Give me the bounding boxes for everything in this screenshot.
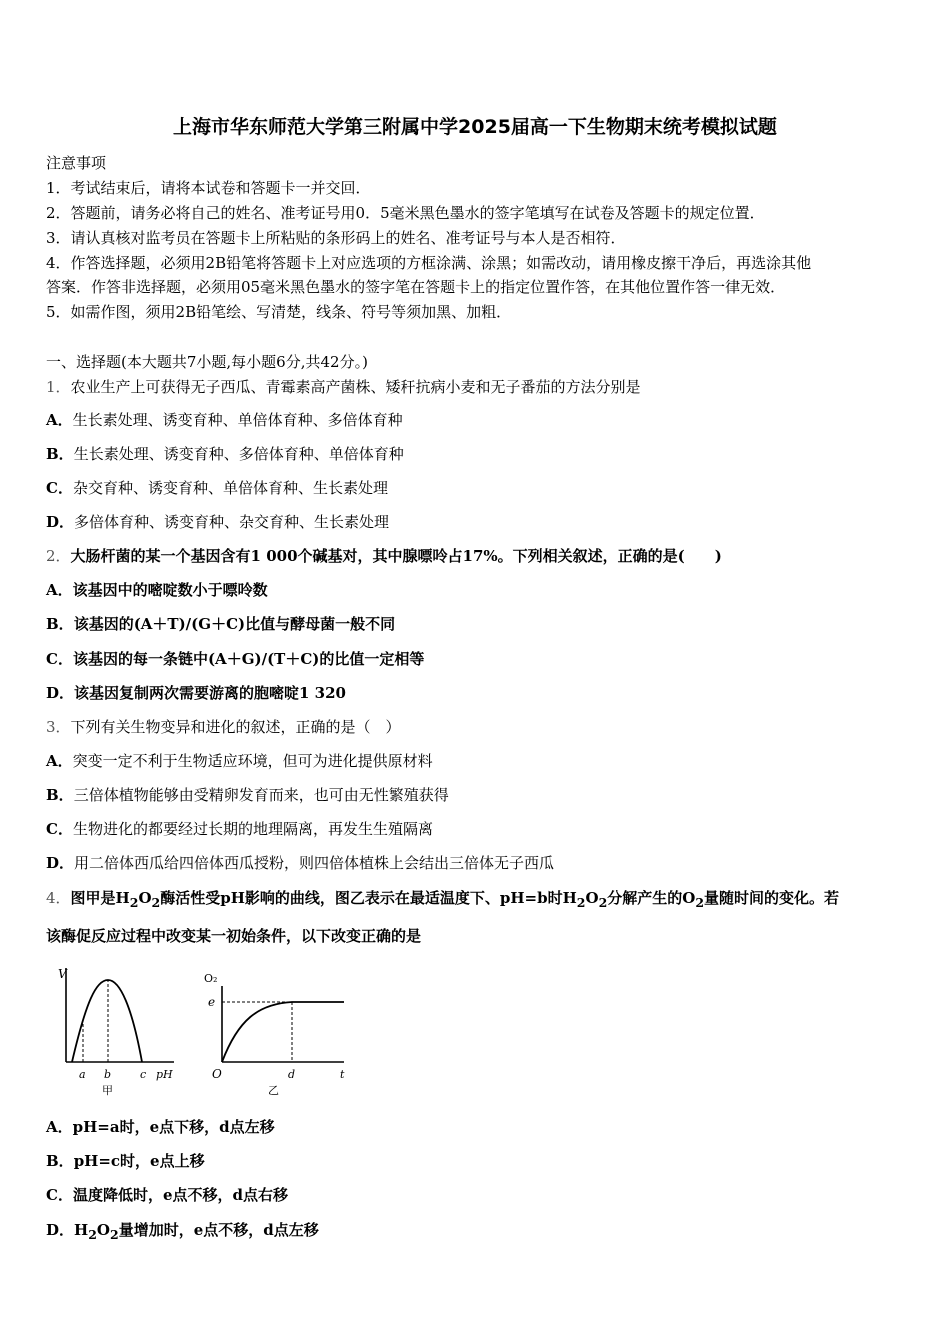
question-1 <box>46 376 641 397</box>
question-number: 2． <box>46 547 71 565</box>
option-text: 量增加时，e点不移，d点左移 <box>118 1221 319 1239</box>
jia-x-label: pH <box>156 1068 173 1081</box>
option-text: 三倍体植物能够由受精卵发育而来，也可由无性繁殖获得 <box>73 786 449 804</box>
option-label: D． <box>46 513 75 531</box>
question-4 <box>46 887 839 910</box>
subscript: 2 <box>129 895 139 910</box>
notice-item: 3．请认真核对监考员在答题卡上所粘贴的条形码上的姓名、准考证号与本人是否相符． <box>46 229 626 247</box>
option-4a <box>46 1116 275 1137</box>
option-text: 该基因复制两次需要游离的胞嘧啶1 320 <box>74 684 346 702</box>
jia-y-label: V <box>58 967 67 981</box>
option-label: B． <box>46 615 74 633</box>
option-label: C． <box>46 820 73 838</box>
option-4c <box>46 1184 288 1205</box>
question-number: 1． <box>46 378 71 396</box>
option-text: pH=c时，e点上移 <box>73 1152 205 1170</box>
option-text: 突变一定不利于生物适应环境，但可为进化提供原材料 <box>72 752 433 770</box>
option-text: 该基因的每一条链中(A＋G)/(T＋C)的比值一定相等 <box>72 650 425 668</box>
option-label: C． <box>46 1186 73 1204</box>
stem-part: 量随时间的变化。若 <box>704 889 840 907</box>
stem-part: 分解产生的O <box>607 889 696 907</box>
question-3 <box>46 716 401 737</box>
option-text: 生物进化的都要经过长期的地理隔离，再发生生殖隔离 <box>72 820 433 838</box>
option-text: 生长素处理、诱变育种、多倍体育种、单倍体育种 <box>73 445 404 463</box>
jia-caption: 甲 <box>102 1084 113 1097</box>
yi-tick-d: d <box>288 1068 296 1081</box>
question-stem: 下列有关生物变异和进化的叙述，正确的是（ ） <box>70 718 401 736</box>
question-stem: 农业生产上可获得无子西瓜、青霉素高产菌株、矮秆抗病小麦和无子番茄的方法分别是 <box>70 378 641 396</box>
jia-tick-a: a <box>79 1068 86 1081</box>
option-label: D． <box>46 854 75 872</box>
option-text: 温度降低时，e点不移，d点右移 <box>72 1186 288 1204</box>
option-label: C． <box>46 650 73 668</box>
yi-curve <box>222 1002 344 1062</box>
subscript: 2 <box>695 895 705 910</box>
stem-part: 图甲是H <box>70 889 130 907</box>
notice-item: 5．如需作图，须用2B铅笔绘、写清楚，线条、符号等须加黑、加粗． <box>46 303 512 321</box>
enzyme-figures <box>52 962 362 1102</box>
option-1d <box>46 511 389 532</box>
option-text: 杂交育种、诱变育种、单倍体育种、生长素处理 <box>72 479 388 497</box>
notice-item: 2．答题前，请务必将自己的姓名、准考证号用0．5毫米黑色墨水的签字笔填写在试卷及答题卡的规定位置． <box>46 204 765 222</box>
figure-svg <box>52 962 362 1102</box>
yi-origin: O <box>212 1067 222 1081</box>
option-label: B． <box>46 445 74 463</box>
option-1c <box>46 477 388 498</box>
notice-item: 答案．作答非选择题，必须用05毫米黑色墨水的签字笔在答题卡上的指定位置作答，在其他位置作答一律无效． <box>46 278 786 296</box>
stem-part: 酶活性受pH影响的曲线，图乙表示在最适温度下、pH=b时H <box>160 889 577 907</box>
option-3c <box>46 818 433 839</box>
subscript: 2 <box>88 1227 97 1242</box>
jia-tick-b: b <box>104 1068 112 1081</box>
option-label: A． <box>46 581 73 599</box>
question-number: 4． <box>46 889 71 907</box>
figure-yi <box>204 972 345 1097</box>
notice-item: 1．考试结束后，请将本试卷和答题卡一并交回． <box>46 179 371 197</box>
question-2 <box>46 545 722 566</box>
option-4b <box>46 1150 205 1171</box>
option-label: B． <box>46 786 74 804</box>
notice-heading: 注意事项 <box>46 154 107 172</box>
stem-part: O <box>138 889 152 907</box>
option-text: 用二倍体西瓜给四倍体西瓜授粉，则四倍体植株上会结出三倍体无子西瓜 <box>74 854 555 872</box>
option-label: D． <box>46 1221 75 1239</box>
stem-part: O <box>585 889 599 907</box>
question-number: 3． <box>46 718 71 736</box>
option-2a <box>46 579 268 600</box>
option-3a <box>46 750 433 771</box>
option-3b <box>46 784 449 805</box>
yi-x-end: t <box>340 1068 345 1081</box>
option-label: B． <box>46 1152 74 1170</box>
option-2b <box>46 613 395 634</box>
option-text: 多倍体育种、诱变育种、杂交育种、生长素处理 <box>74 513 390 531</box>
option-label: A． <box>46 752 73 770</box>
option-text: O <box>96 1221 110 1239</box>
yi-y-label: O₂ <box>204 972 218 985</box>
section-heading: 一、选择题(本大题共7小题,每小题6分,共42分。) <box>46 353 368 371</box>
option-1a <box>46 409 403 430</box>
option-text: 该基因的(A＋T)/(G＋C)比值与酵母菌一般不同 <box>73 615 396 633</box>
yi-e-label: e <box>208 995 216 1009</box>
option-text: H <box>74 1221 89 1239</box>
question-4-line2: 该酶促反应过程中改变某一初始条件，以下改变正确的是 <box>46 927 422 945</box>
option-1b <box>46 443 404 464</box>
subscript: 2 <box>151 895 161 910</box>
option-label: A． <box>46 411 73 429</box>
option-2c <box>46 648 424 669</box>
subscript: 2 <box>576 895 586 910</box>
option-text: 生长素处理、诱变育种、单倍体育种、多倍体育种 <box>72 411 403 429</box>
option-label: A． <box>46 1118 73 1136</box>
option-4d <box>46 1219 319 1242</box>
question-stem: 大肠杆菌的某一个基因含有1 000个碱基对，其中腺嘌呤占17%。下列相关叙述，正确的是( ) <box>70 547 722 565</box>
option-3d <box>46 852 554 873</box>
figure-jia <box>58 967 174 1097</box>
jia-tick-c: c <box>140 1068 147 1081</box>
page-title: 上海市华东师范大学第三附属中学2025届高一下生物期末统考模拟试题 <box>173 116 777 138</box>
yi-caption: 乙 <box>268 1084 279 1097</box>
subscript: 2 <box>598 895 608 910</box>
option-text: pH=a时，e点下移，d点左移 <box>72 1118 275 1136</box>
subscript: 2 <box>109 1227 119 1242</box>
notice-item: 4．作答选择题，必须用2B铅笔将答题卡上对应选项的方框涂满、涂黑；如需改动，请用橡皮擦干净后，再选涂其他 <box>46 254 812 272</box>
option-label: C． <box>46 479 73 497</box>
option-2d <box>46 682 346 703</box>
option-label: D． <box>46 684 75 702</box>
option-text: 该基因中的嘧啶数小于嘌呤数 <box>72 581 268 599</box>
